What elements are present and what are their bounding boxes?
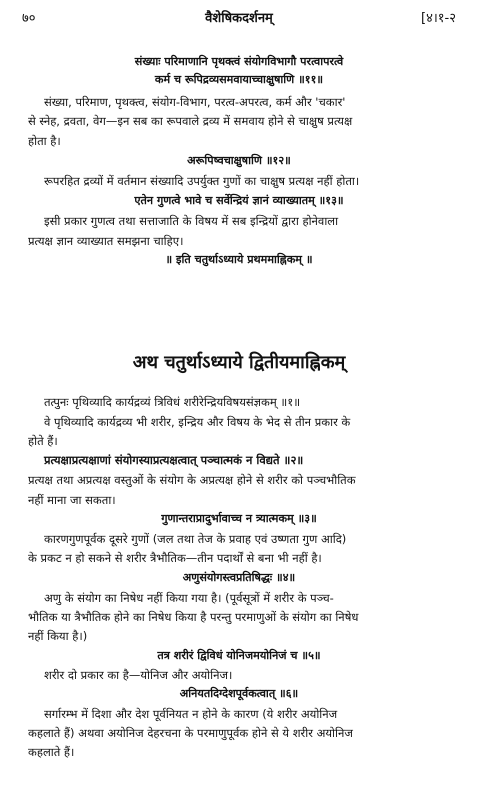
sutra-13: एतेन गुणत्वे भावे च सर्वेन्द्रियं ज्ञानं व्याख्यातम् ॥१३॥	[134, 194, 344, 207]
commentary-13-line-1: इसी प्रकार गुणत्व तथा सत्ताजाति के विषय में सब इन्द्रियों द्वारा होनेवाला	[44, 214, 339, 228]
commentary-3-line-1: कारणगुणपूर्वक दूसरे गुणों (जल तथा तेज के प्रवाह एवं उष्णता गुण आदि)	[44, 532, 347, 546]
commentary-4-line-1: अणु के संयोग का निषेध नहीं किया गया है। (पूर्वसूत्रों में शरीर के पञ्च-	[44, 591, 334, 605]
chapter-heading: अथ चतुर्थाऽध्याये द्वितीयमाह्निकम्	[132, 352, 346, 373]
page-header	[22, 8, 456, 28]
colophon-first-ahnika: ॥ इति चतुर्थाऽध्याये प्रथममाह्निकम् ॥	[165, 253, 313, 266]
commentary-11-line-2: से स्नेह, द्रवता, वेग—इन सब का रूपवाले द्रव्य में समवाय होने से चाक्षुष प्रत्यक्ष	[28, 114, 353, 128]
page-number: ७०	[22, 11, 36, 26]
running-title: वैशेषिकदर्शनम्	[205, 11, 273, 26]
commentary-1-line-2: होते हैं।	[28, 434, 58, 448]
commentary-6-line-1: सर्गारम्भ में दिशा और देश पूर्वनियत न होने के कारण (ये शरीर अयोनिज	[44, 707, 338, 721]
sutra-3: गुणान्तराप्रादुर्भावाच्च न त्र्यात्मकम् ॥३॥	[161, 512, 317, 525]
section-reference: [४।१-२	[421, 11, 456, 26]
commentary-12: रूपरहित द्रव्यों में वर्तमान संख्यादि उपर्युक्त गुणों का चाक्षुष प्रत्यक्ष नहीं होता।	[44, 174, 360, 188]
sutra-12: अरूपिष्वचाक्षुषाणि ॥१२॥	[187, 154, 291, 167]
commentary-4-line-3: नहीं किया है।)	[28, 629, 88, 643]
sutra-2: प्रत्यक्षाप्रत्यक्षाणां संयोगस्याप्रत्यक्षत्वात् पञ्चात्मकं न विद्यते ॥२॥	[44, 453, 304, 467]
sutra-6: अनियतदिग्देशपूर्वकत्वात् ॥६॥	[179, 687, 299, 700]
commentary-3-line-2: के प्रकट न हो सकने से शरीर त्रैभौतिक—तीन पदार्थों से बना भी नहीं है।	[28, 551, 322, 565]
sutra-5: तत्र शरीरं द्विविधं योनिजमयोनिजं च ॥५॥	[157, 649, 321, 662]
commentary-5: शरीर दो प्रकार का है—योनिज और अयोनिज।	[44, 668, 233, 682]
commentary-1-line-1: वे पृथिव्यादि कार्यद्रव्य भी शरीर, इन्द्रिय और विषय के भेद से तीन प्रकार के	[44, 415, 351, 429]
sutra-1: तत्पुनः पृथिव्यादि कार्यद्रव्यं त्रिविधं शरीरेन्द्रियविषयसंज्ञकम् ॥१॥	[44, 395, 301, 409]
commentary-13-line-2: प्रत्यक्ष ज्ञान व्याख्यात समझना चाहिए।	[28, 234, 184, 248]
commentary-6-line-3: कहलाते हैं।	[28, 745, 75, 759]
sutra-4: अणुसंयोगस्त्वप्रतिषिद्धः ॥४॥	[182, 571, 296, 584]
commentary-2-line-2: नहीं माना जा सकता।	[28, 493, 116, 507]
commentary-4-line-2: भौतिक या त्रैभौतिक होने का निषेध किया है परन्तु परमाणुओं के संयोग का निषेध	[28, 610, 359, 624]
commentary-11-line-3: होता है।	[28, 134, 61, 148]
commentary-2-line-1: प्रत्यक्ष तथा अप्रत्यक्ष वस्तुओं के संयोग के अप्रत्यक्ष होने से शरीर को पञ्चभौतिक	[28, 473, 356, 487]
commentary-6-line-2: कहलाते हैं) अथवा अयोनिज देहरचना के परमाणुपूर्वक होने से ये शरीर अयोनिज	[28, 726, 353, 740]
commentary-11-line-1: संख्या, परिमाण, पृथक्त्व, संयोग-विभाग, परत्व-अपरत्व, कर्म और 'चकार'	[44, 95, 346, 109]
sutra-11-line-1: संख्याः परिमाणानि पृथक्त्वं संयोगविभागौ परत्वापरत्वे	[134, 55, 344, 68]
sutra-11-line-2: कर्म च रूपिद्रव्यसमवायाच्चाक्षुषाणि ॥११॥	[154, 73, 324, 86]
